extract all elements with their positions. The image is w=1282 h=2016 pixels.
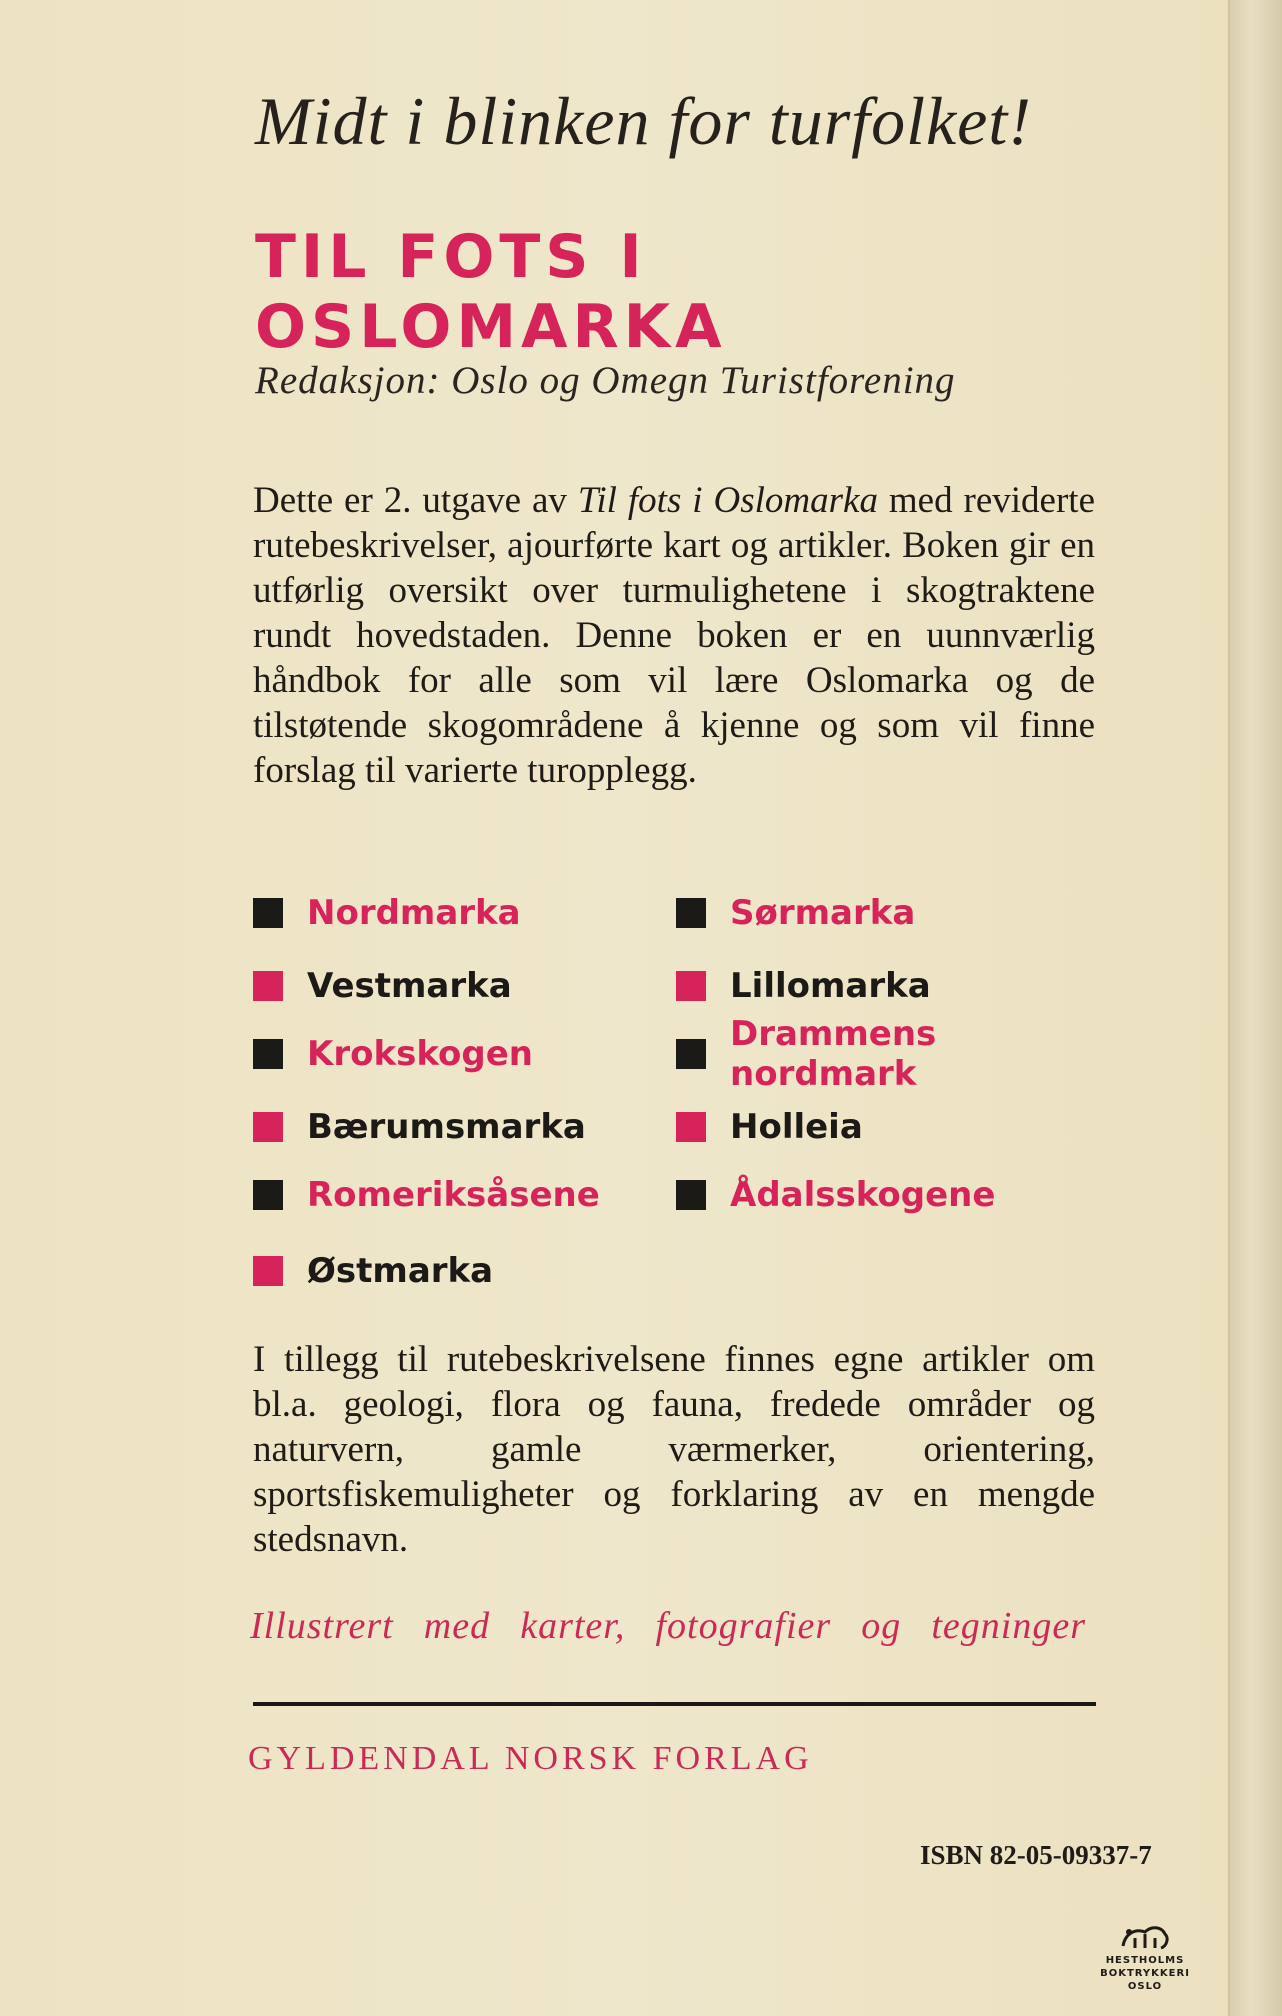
- editor-credit: Redaksjon: Oslo og Omegn Turistforening: [255, 359, 956, 402]
- region-item: [676, 1170, 995, 1220]
- region-label: Holleia: [730, 1107, 863, 1147]
- region-label: Romeriksåsene: [307, 1175, 600, 1215]
- region-label: Ådalsskogene: [730, 1175, 996, 1215]
- printer-imprint: [1080, 1920, 1210, 1993]
- bullet-square-icon: [253, 1256, 283, 1286]
- region-label: Bærumsmarka: [307, 1107, 586, 1147]
- region-label: Lillomarka: [730, 966, 931, 1006]
- divider-rule: [253, 1702, 1096, 1706]
- bullet-square-icon: [676, 971, 706, 1001]
- region-label: Drammens nordmark: [730, 1014, 937, 1094]
- printer-name: HESTHOLMS BOKTRYKKERI OSLO: [1100, 1955, 1190, 1992]
- bullet-square-icon: [676, 1039, 706, 1069]
- intro-book-title: Til fots i Oslomarka: [577, 480, 878, 521]
- region-item: [253, 1029, 533, 1079]
- publisher-name: GYLDENDAL NORSK FORLAG: [248, 1740, 813, 1777]
- region-item: [253, 1246, 493, 1296]
- bullet-square-icon: [253, 1039, 283, 1069]
- intro-paragraph: [253, 478, 1095, 793]
- bullet-square-icon: [676, 898, 706, 928]
- region-item: [253, 888, 521, 938]
- bullet-square-icon: [253, 898, 283, 928]
- region-label: Vestmarka: [307, 966, 512, 1006]
- tagline: Midt i blinken for turfolket!: [255, 83, 1032, 159]
- bullet-square-icon: [676, 1112, 706, 1142]
- bullet-square-icon: [253, 1112, 283, 1142]
- illustration-note: Illustrert med karter, fotografier og tegninger: [250, 1605, 1086, 1647]
- region-item: [253, 1102, 586, 1152]
- region-item: [676, 1014, 1113, 1094]
- region-item: [253, 1170, 600, 1220]
- book-title: TIL FOTS I OSLOMARKA: [255, 222, 727, 362]
- intro-text-start: Dette er 2. utgave av: [253, 480, 578, 521]
- region-item: [676, 961, 931, 1011]
- intro-text-end: med reviderte rutebeskrivelser, ajourførte kart og artikler. Boken gir en utførlig oversikt over turmulighetene i skogtraktene rundt hovedstaden. Denne boken er en uunnværlig håndbok for alle som vil lære Oslomarka og de tilstøtende skogområdene å kjenne og som vil finne forslag til varierte turopplegg.: [253, 480, 1095, 791]
- book-spine-edge: [1228, 0, 1282, 2016]
- region-label: Krokskogen: [307, 1034, 533, 1074]
- supplement-paragraph: I tillegg til rutebeskrivelsene finnes egne artikler om bl.a. geologi, flora og fauna, fredede områder og naturvern, gamle værmerker, orientering, sportsfiskemuligheter og forklaring av en mengde stedsnavn.: [253, 1339, 1095, 1560]
- region-label: Sørmarka: [730, 893, 916, 933]
- region-label: Nordmarka: [307, 893, 521, 933]
- printer-logo-icon: [1115, 1920, 1175, 1954]
- bullet-square-icon: [253, 971, 283, 1001]
- region-item: [676, 1102, 863, 1152]
- bullet-square-icon: [253, 1180, 283, 1210]
- region-item: [253, 961, 512, 1011]
- isbn-number: ISBN 82-05-09337-7: [920, 1840, 1152, 1870]
- region-label: Østmarka: [307, 1251, 494, 1291]
- bullet-square-icon: [676, 1180, 706, 1210]
- region-item: [676, 888, 915, 938]
- region-list: [253, 888, 1113, 1308]
